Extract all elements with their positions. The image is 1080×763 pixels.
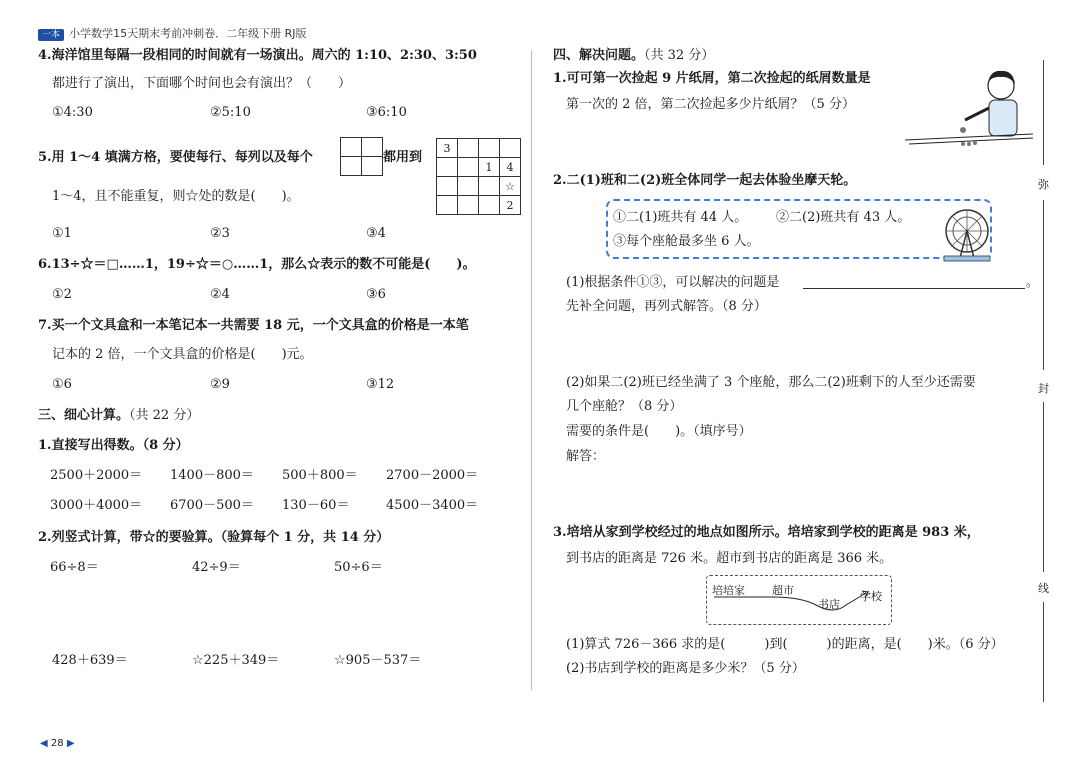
- expr-r2-4: 4500－3400＝: [386, 498, 479, 513]
- q4-line2: 都进行了演出，下面哪个时间也会有演出？（ ）: [52, 76, 352, 91]
- next-arrow-icon: ▶: [66, 738, 75, 749]
- section4-heading: [553, 47, 714, 65]
- binding-line-1: [1043, 60, 1044, 165]
- section3-title: 三、细心计算。: [38, 408, 130, 423]
- vert-r2-3: ☆905－537＝: [334, 653, 422, 668]
- page-number-text: 28: [50, 738, 64, 749]
- prev-arrow-icon: ◀: [40, 738, 48, 749]
- q5-line1-end: 都用到: [383, 150, 423, 165]
- condition-3: ③每个座舱最多坐 6 人。: [613, 234, 760, 249]
- expr-r2-3: 130－60＝: [282, 498, 350, 513]
- s4q3-p1: (1)算式 726－366 求的是( )到( )的距离，是( )米。（6 分）: [566, 637, 1004, 652]
- expr-r1-1: 2500＋2000＝: [50, 468, 143, 483]
- condition-1: ①二(1)班共有 44 人。: [613, 210, 748, 225]
- expr-r2-1: 3000＋4000＝: [50, 498, 143, 513]
- section3-score: （共 22 分）: [129, 408, 200, 423]
- q7-line1: 7.买一个文具盒和一本笔记本一共需要 18 元，一个文具盒的价格是一本笔: [38, 318, 469, 333]
- expr-r1-2: 1400－800＝: [170, 468, 254, 483]
- vert-r1-1: 66÷8＝: [50, 560, 99, 575]
- side-char-2: 封: [1038, 382, 1049, 395]
- side-char-1: 弥: [1038, 178, 1049, 191]
- q7-option-3: ③12: [366, 377, 395, 392]
- expr-r1-4: 2700－2000＝: [386, 468, 479, 483]
- expr-r2-2: 6700－500＝: [170, 498, 254, 513]
- q5-line1: 5.用 1～4 填满方格，要使每行、每列以及每个: [38, 150, 313, 165]
- answer-blank-line[interactable]: [803, 288, 1025, 289]
- q5-option-3: ③4: [366, 226, 386, 241]
- section4-title: 四、解决问题。: [553, 48, 645, 63]
- s4q2-p1-line2: 先补全问题，再列式解答。（8 分）: [566, 299, 767, 314]
- vert-r2-1: 428＋639＝: [52, 653, 128, 668]
- s4q2-title: 2.二(1)班和二(2)班全体同学一起去体验坐摩天轮。: [553, 173, 857, 188]
- route-bookstore: 书店: [818, 598, 840, 611]
- vert-r2-2: ☆225＋349＝: [192, 653, 280, 668]
- section3-heading: [38, 407, 199, 425]
- boy-picking-paper-illustration: [905, 64, 1033, 154]
- page-header: [38, 22, 307, 41]
- sec3-sub1: 1.直接写出得数。（8 分）: [38, 438, 189, 453]
- q5-line2: 1～4，且不能重复，则☆处的数是( )。: [52, 189, 300, 204]
- q5-sudoku-grid: 3 1 4 ☆ 2: [436, 138, 521, 215]
- q4-option-1: ①4:30: [52, 105, 93, 120]
- q7-option-2: ②9: [210, 377, 230, 392]
- q7-option-1: ①6: [52, 377, 72, 392]
- section4-score: （共 32 分）: [644, 48, 715, 63]
- page-number: [40, 738, 75, 749]
- header-badge: 一本: [38, 29, 64, 41]
- condition-2: ②二(2)班共有 43 人。: [776, 210, 911, 225]
- route-home: 培培家: [712, 584, 745, 597]
- expr-r1-3: 500＋800＝: [282, 468, 358, 483]
- q5-mini-grid: [340, 137, 383, 176]
- sec3-sub2: 2.列竖式计算，带☆的要验算。（验算每个 1 分，共 14 分）: [38, 530, 390, 545]
- s4q2-p2-answer-label: 解答：: [566, 449, 606, 464]
- column-divider: [531, 50, 532, 690]
- binding-line-3: [1043, 402, 1044, 572]
- s4q1-line1: 1.可可第一次捡起 9 片纸屑，第二次捡起的纸屑数量是: [553, 71, 871, 86]
- s4q2-p1-end: 。: [1026, 275, 1040, 290]
- s4q2-p1-line1: [566, 274, 779, 292]
- s4q3-p2: (2)书店到学校的距离是多少米？（5 分）: [566, 661, 805, 676]
- ferris-wheel-icon: [940, 206, 994, 262]
- q7-line2: 记本的 2 倍，一个文具盒的价格是( )元。: [52, 347, 313, 362]
- vert-r1-2: 42÷9＝: [192, 560, 241, 575]
- s4q3-line1: 3.培培从家到学校经过的地点如图所示。培培家到学校的距离是 983 米，: [553, 525, 980, 540]
- q6-option-3: ③6: [366, 287, 386, 302]
- s4q2-p1-text: (1)根据条件①③，可以解决的问题是: [566, 275, 780, 290]
- route-market: 超市: [772, 584, 794, 597]
- route-school: 学校: [860, 590, 882, 603]
- q6-option-2: ②4: [210, 287, 230, 302]
- s4q1-line2: 第一次的 2 倍，第二次捡起多少片纸屑？（5 分）: [566, 97, 855, 112]
- s4q3-line2: 到书店的距离是 726 米。超市到书店的距离是 366 米。: [566, 551, 893, 566]
- q5-option-2: ②3: [210, 226, 230, 241]
- header-title: 小学数学15天期末考前冲刺卷．二年级下册 RJ版: [69, 27, 307, 40]
- q4-option-2: ②5:10: [210, 105, 251, 120]
- s4q2-p2-need: 需要的条件是( )。（填序号）: [566, 424, 752, 439]
- q6-line1: 6.13÷☆＝□……1，19÷☆＝○……1，那么☆表示的数不可能是( )。: [38, 257, 476, 272]
- q4-line1: 4.海洋馆里每隔一段相同的时间就有一场演出。周六的 1:10、2:30、3:50: [38, 48, 477, 63]
- q4-option-3: ③6:10: [366, 105, 407, 120]
- s4q2-p2-line2: 几个座舱？（8 分）: [566, 399, 683, 414]
- vert-r1-3: 50÷6＝: [334, 560, 383, 575]
- q6-option-1: ①2: [52, 287, 72, 302]
- binding-line-4: [1043, 602, 1044, 702]
- s4q2-p2-line1: (2)如果二(2)班已经坐满了 3 个座舱，那么二(2)班剩下的人至少还需要: [566, 375, 976, 390]
- side-char-3: 线: [1038, 582, 1049, 595]
- binding-line-2: [1043, 200, 1044, 370]
- q5-option-1: ①1: [52, 226, 72, 241]
